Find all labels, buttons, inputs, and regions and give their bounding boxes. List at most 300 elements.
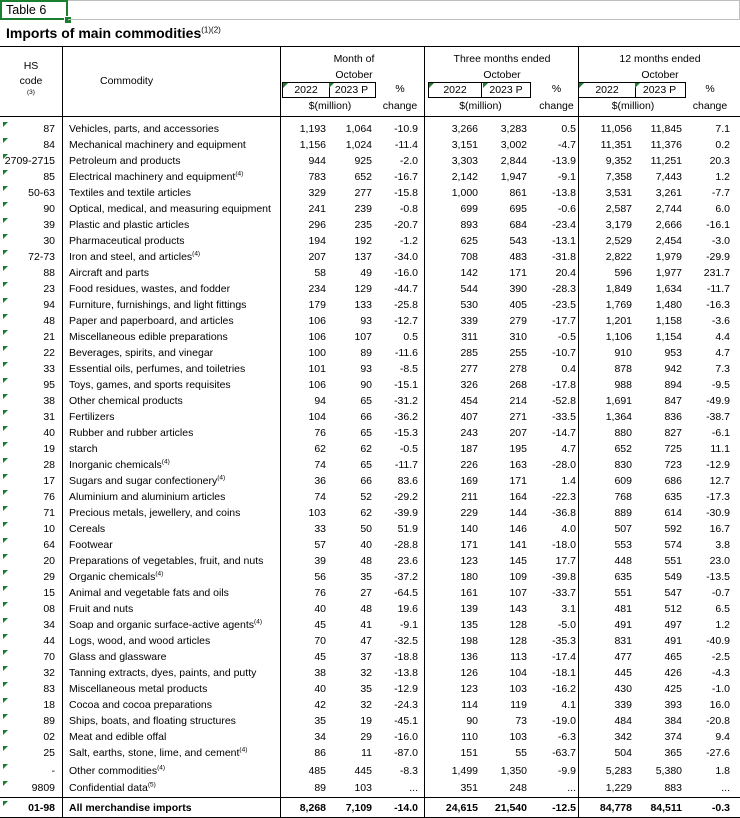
value-cell: 878 (614, 363, 632, 375)
value-cell: 70 (314, 635, 326, 647)
value-cell: -9.9 (557, 765, 576, 777)
commodity-name (69, 313, 279, 329)
footnote-ref: (5) (147, 781, 156, 789)
value-cell: 1,024 (345, 139, 372, 151)
value-cell: 1,064 (345, 123, 372, 135)
value-cell: 925 (354, 155, 372, 167)
cell-marker-icon (483, 83, 488, 88)
value-cell: 827 (664, 427, 682, 439)
value-cell: 11,251 (650, 155, 682, 167)
value-cell: 7.1 (715, 123, 730, 135)
value-cell: 38 (314, 667, 326, 679)
commodity-name-text: Meat and edible offal (69, 731, 167, 743)
value-cell: 214 (509, 395, 527, 407)
table-row (0, 553, 740, 569)
hs-code: 38 (43, 395, 55, 407)
value-cell: 351 (460, 782, 478, 794)
value-cell: 48 (360, 555, 372, 567)
commodity-name-text: Electrical machinery and equipment (69, 171, 236, 183)
value-cell: 477 (614, 651, 632, 663)
table-row (0, 233, 740, 249)
commodity-name-text: Aluminium and aluminium articles (69, 491, 226, 503)
value-cell: 137 (354, 251, 372, 263)
value-cell: 5,283 (605, 765, 632, 777)
value-cell: 55 (515, 747, 527, 759)
value-cell: -32.5 (394, 635, 418, 647)
hs-code: 95 (43, 379, 55, 391)
table-row (0, 521, 740, 537)
value-cell: 1,977 (655, 267, 682, 279)
value-cell: -9.1 (399, 619, 418, 631)
value-cell: 393 (664, 699, 682, 711)
commodity-name-text: Logs, wood, and wood articles (69, 635, 211, 647)
value-cell: 342 (614, 731, 632, 743)
value-cell: 6.0 (715, 203, 730, 215)
value-cell: 36 (314, 475, 326, 487)
value-cell: 883 (664, 782, 682, 794)
value-cell: -8.5 (399, 363, 418, 375)
hs-code: 71 (43, 507, 55, 519)
value-cell: 6.5 (715, 603, 730, 615)
commodity-name-text: Tanning extracts, dyes, paints, and putty (69, 667, 257, 679)
value-cell: 847 (664, 395, 682, 407)
period-subheader: October (641, 69, 679, 81)
value-cell: 614 (664, 507, 682, 519)
value-cell: 1,947 (500, 171, 527, 183)
value-cell: 123 (460, 683, 478, 695)
cell-ref-text: Table 6 (6, 3, 47, 17)
total-top-line (0, 797, 740, 798)
value-cell: 1,769 (605, 299, 632, 311)
value-cell: 3,151 (451, 139, 478, 151)
commodity-name (69, 505, 279, 521)
year-header: 2022 (282, 82, 330, 98)
value-cell: 326 (460, 379, 478, 391)
value-cell: 16.0 (709, 699, 730, 711)
value-cell: 74 (314, 491, 326, 503)
value-cell: 3,303 (451, 155, 478, 167)
value-cell: 51.9 (397, 523, 418, 535)
commodity-name (69, 665, 279, 681)
value-cell: 35 (360, 683, 372, 695)
value-cell: -5.0 (557, 619, 576, 631)
value-cell: -16.0 (394, 267, 418, 279)
value-cell: 8,268 (299, 802, 326, 814)
value-cell: -6.3 (557, 731, 576, 743)
value-cell: 3,531 (605, 187, 632, 199)
table-row (0, 121, 740, 137)
hs-code: 08 (43, 603, 55, 615)
value-cell: 35 (360, 571, 372, 583)
value-cell: 485 (308, 765, 326, 777)
commodity-name (69, 233, 279, 249)
value-cell: 625 (460, 235, 478, 247)
value-cell: 7,109 (345, 802, 372, 814)
table-row (0, 169, 740, 185)
commodity-name (69, 281, 279, 297)
value-cell: -17.8 (552, 379, 576, 391)
commodity-name (69, 441, 279, 457)
value-cell: 551 (614, 587, 632, 599)
hs-code: 64 (43, 539, 55, 551)
value-cell: 0.5 (403, 331, 418, 343)
value-cell: 128 (509, 619, 527, 631)
value-cell: ... (567, 782, 576, 794)
table-row (0, 649, 740, 665)
commodity-name-text: Other chemical products (69, 395, 183, 407)
period-subheader: October (335, 69, 373, 81)
value-cell: 103 (354, 782, 372, 794)
value-cell: 574 (664, 539, 682, 551)
value-cell: ... (721, 782, 730, 794)
unit-header: $(million) (611, 100, 655, 112)
table-row (0, 473, 740, 489)
value-cell: -29.9 (706, 251, 730, 263)
value-cell: 57 (314, 539, 326, 551)
value-cell: 1,691 (605, 395, 632, 407)
value-cell: 4.7 (715, 347, 730, 359)
value-cell: 596 (614, 267, 632, 279)
hs-code: 87 (43, 123, 55, 135)
value-cell: 40 (314, 603, 326, 615)
table-row (0, 281, 740, 297)
value-cell: 530 (460, 299, 478, 311)
commodity-name-text: Preparations of vegetables, fruit, and nuts (69, 555, 264, 567)
unit-header: $(million) (459, 100, 502, 112)
grid-cell (68, 0, 740, 20)
value-cell: 3,261 (655, 187, 682, 199)
value-cell: 123 (460, 555, 478, 567)
value-cell: -17.3 (706, 491, 730, 503)
value-cell: 1.8 (715, 765, 730, 777)
commodity-name (69, 169, 279, 185)
commodity-name (69, 537, 279, 553)
table-row (0, 457, 740, 473)
value-cell: -23.5 (552, 299, 576, 311)
value-cell: 2,454 (655, 235, 682, 247)
value-cell: 277 (354, 187, 372, 199)
value-cell: 142 (460, 267, 478, 279)
commodity-name-text: Sugars and sugar confectionery (69, 475, 218, 487)
table-row (0, 409, 740, 425)
table-row (0, 393, 740, 409)
value-cell: -27.6 (706, 747, 730, 759)
commodity-name-text: Paper and paperboard, and articles (69, 315, 234, 327)
value-cell: 551 (664, 555, 682, 567)
hs-code: 48 (43, 315, 55, 327)
value-cell: 1,193 (299, 123, 326, 135)
hs-code: 25 (43, 747, 55, 759)
value-cell: 106 (308, 331, 326, 343)
value-cell: 7.3 (715, 363, 730, 375)
value-cell: 161 (460, 587, 478, 599)
hs-code-header: code (19, 75, 43, 87)
value-cell: 106 (308, 315, 326, 327)
value-cell: 339 (460, 315, 478, 327)
change-header: change (539, 100, 574, 112)
value-cell: 635 (664, 491, 682, 503)
hs-code: 32 (43, 667, 55, 679)
value-cell: 113 (510, 651, 527, 663)
value-cell: 83.6 (397, 475, 418, 487)
value-cell: 12.7 (709, 475, 730, 487)
value-cell: 90 (360, 379, 372, 391)
cell-marker-icon (635, 83, 640, 88)
value-cell: 226 (460, 459, 478, 471)
value-cell: 141 (509, 539, 527, 551)
value-cell: 725 (664, 443, 682, 455)
value-cell: 229 (460, 507, 478, 519)
value-cell: 1,158 (655, 315, 682, 327)
value-cell: 497 (664, 619, 682, 631)
value-cell: -40.9 (706, 635, 730, 647)
commodity-name-text: Footwear (69, 539, 113, 551)
commodity-name-text: Cereals (69, 523, 106, 535)
value-cell: -6.1 (711, 427, 730, 439)
value-cell: 48 (360, 603, 372, 615)
value-cell: 1,350 (500, 765, 527, 777)
value-cell: -16.0 (394, 731, 418, 743)
value-cell: -0.8 (399, 203, 418, 215)
hs-code: 90 (43, 203, 55, 215)
value-cell: -2.5 (711, 651, 730, 663)
value-cell: 1.2 (715, 619, 730, 631)
value-cell: 119 (510, 699, 527, 711)
commodity-name-text: Cocoa and cocoa preparations (69, 699, 213, 711)
value-cell: 768 (614, 491, 632, 503)
value-cell: 11.1 (710, 443, 730, 455)
commodity-name (69, 409, 279, 425)
value-cell: -1.0 (711, 683, 730, 695)
hs-code: 44 (43, 635, 55, 647)
value-cell: 491 (614, 619, 632, 631)
table-row (0, 745, 740, 761)
value-cell: -12.7 (394, 315, 418, 327)
value-cell: 484 (614, 715, 632, 727)
value-cell: 128 (509, 635, 527, 647)
title-notes: (1)(2) (201, 25, 221, 35)
period-subheader: October (483, 69, 521, 81)
value-cell: 512 (664, 603, 682, 615)
commodity-name-text: Glass and glassware (69, 651, 167, 663)
value-cell: -63.7 (552, 747, 576, 759)
value-cell: 198 (460, 635, 478, 647)
commodity-name (69, 729, 279, 745)
value-cell: 4.7 (561, 443, 576, 455)
value-cell: -15.3 (394, 427, 418, 439)
value-cell: -11.7 (394, 459, 418, 471)
commodity-name-text: Optical, medical, and measuring equipment (69, 203, 271, 215)
value-cell: 74 (314, 459, 326, 471)
commodity-name (69, 473, 279, 489)
value-cell: 66 (360, 475, 372, 487)
table-row (0, 153, 740, 169)
commodity-name-text: Food residues, wastes, and fodder (69, 283, 231, 295)
table-row (0, 265, 740, 281)
footnote-ref: (4) (157, 764, 166, 772)
hs-code: 50-63 (28, 187, 55, 199)
commodity-name (69, 489, 279, 505)
value-cell: 239 (354, 203, 372, 215)
commodity-name (69, 345, 279, 361)
value-cell: -39.8 (552, 571, 576, 583)
selected-cell[interactable] (0, 0, 68, 20)
value-cell: -16.7 (394, 171, 418, 183)
commodity-name-text: Animal and vegetable fats and oils (69, 587, 229, 599)
table-row (0, 681, 740, 697)
footnote-ref: (4) (155, 570, 164, 578)
commodity-name (69, 553, 279, 569)
commodity-name-text: All merchandise imports (69, 802, 192, 814)
commodity-name (69, 601, 279, 617)
value-cell: 49 (360, 267, 372, 279)
commodity-name-text: Salt, earths, stone, lime, and cement (69, 747, 240, 759)
value-cell: -33.5 (552, 411, 576, 423)
change-header: change (382, 100, 418, 112)
value-cell: -38.7 (706, 411, 730, 423)
value-cell: 40 (360, 539, 372, 551)
value-cell: 107 (509, 587, 527, 599)
value-cell: 40 (314, 683, 326, 695)
footnote-ref: (4) (235, 170, 244, 178)
value-cell: 407 (460, 411, 478, 423)
table-row (0, 780, 740, 796)
value-cell: 235 (354, 219, 372, 231)
value-cell: 151 (460, 747, 478, 759)
value-cell: 103 (308, 507, 326, 519)
value-cell: 24,615 (445, 802, 478, 814)
value-cell: 65 (360, 427, 372, 439)
hs-code: 17 (43, 475, 55, 487)
value-cell: 278 (509, 363, 527, 375)
value-cell: 32 (360, 699, 372, 711)
commodity-name (69, 265, 279, 281)
value-cell: 11,376 (650, 139, 682, 151)
commodity-name-text: Rubber and rubber articles (69, 427, 194, 439)
value-cell: 1,229 (605, 782, 632, 794)
commodity-name-text: Fruit and nuts (69, 603, 134, 615)
commodity-name-text: Mechanical machinery and equipment (69, 139, 246, 151)
value-cell: 23.6 (397, 555, 418, 567)
value-cell: 39 (314, 555, 326, 567)
year-header: 2023 P (634, 82, 686, 98)
value-cell: 544 (460, 283, 478, 295)
value-cell: 207 (509, 427, 527, 439)
value-cell: 4.0 (561, 523, 576, 535)
value-cell: -18.8 (394, 651, 418, 663)
hs-code: 10 (43, 523, 55, 535)
value-cell: 45 (314, 651, 326, 663)
value-cell: 255 (509, 347, 527, 359)
commodity-name-text: Miscellaneous metal products (69, 683, 208, 695)
value-cell: 4.1 (561, 699, 576, 711)
value-cell: 708 (460, 251, 478, 263)
value-cell: 425 (664, 683, 682, 695)
value-cell: 144 (509, 507, 527, 519)
hs-code: 2709-2715 (4, 155, 55, 167)
value-cell: 50 (360, 523, 372, 535)
value-cell: 140 (460, 523, 478, 535)
value-cell: 35 (314, 715, 326, 727)
value-cell: -16.1 (706, 219, 730, 231)
commodity-name (69, 377, 279, 393)
value-cell: 831 (614, 635, 632, 647)
commodity-name (69, 137, 279, 153)
period-header: 12 months ended (619, 53, 701, 65)
commodity-name-text: Petroleum and products (69, 155, 181, 167)
pct-header: % (705, 83, 715, 95)
commodity-name (69, 153, 279, 169)
value-cell: -64.5 (394, 587, 418, 599)
value-cell: 234 (308, 283, 326, 295)
value-cell: 84,511 (650, 802, 682, 814)
table-row (0, 713, 740, 729)
hs-code: 85 (43, 171, 55, 183)
value-cell: 109 (509, 571, 527, 583)
value-cell: -37.2 (394, 571, 418, 583)
hs-code: 01-98 (28, 802, 55, 814)
value-cell: 33 (314, 523, 326, 535)
value-cell: -10.7 (552, 347, 576, 359)
value-cell: -44.7 (394, 283, 418, 295)
commodity-name (69, 393, 279, 409)
value-cell: 953 (664, 347, 682, 359)
value-cell: 52 (360, 491, 372, 503)
value-cell: 1,979 (655, 251, 682, 263)
hs-code: 22 (43, 347, 55, 359)
value-cell: 723 (664, 459, 682, 471)
value-cell: -10.9 (394, 123, 418, 135)
hs-code: 88 (43, 267, 55, 279)
commodity-name-text: Textiles and textile articles (69, 187, 191, 199)
value-cell: 19.6 (397, 603, 418, 615)
commodity-name (69, 633, 279, 649)
value-cell: 126 (460, 667, 478, 679)
hs-code-note: (3) (27, 89, 35, 96)
value-cell: 942 (664, 363, 682, 375)
value-cell: 89 (360, 347, 372, 359)
value-cell: 543 (509, 235, 527, 247)
cell-marker-icon (283, 83, 288, 88)
hs-code: 15 (43, 587, 55, 599)
value-cell: -20.7 (394, 219, 418, 231)
commodity-name (69, 800, 279, 816)
commodity-name (69, 713, 279, 729)
commodity-name-text: Organic chemicals (69, 571, 156, 583)
value-cell: 988 (614, 379, 632, 391)
footnote-ref: (4) (217, 474, 226, 482)
commodity-name-text: Ships, boats, and floating structures (69, 715, 236, 727)
value-cell: 277 (460, 363, 478, 375)
value-cell: 836 (664, 411, 682, 423)
value-cell: -12.9 (706, 459, 730, 471)
value-cell: 635 (614, 571, 632, 583)
commodity-name-text: Toys, games, and sports requisites (69, 379, 231, 391)
value-cell: 549 (664, 571, 682, 583)
table-row (0, 601, 740, 617)
hs-code: 89 (43, 715, 55, 727)
value-cell: -15.1 (394, 379, 418, 391)
value-cell: 110 (461, 731, 478, 743)
value-cell: 171 (509, 267, 527, 279)
value-cell: 310 (509, 331, 527, 343)
value-cell: 547 (664, 587, 682, 599)
cell-marker-icon (429, 83, 434, 88)
value-cell: 107 (354, 331, 372, 343)
value-cell: 374 (664, 731, 682, 743)
commodity-name-text: Fertilizers (69, 411, 115, 423)
commodity-name-text: Confidential data (69, 782, 148, 794)
